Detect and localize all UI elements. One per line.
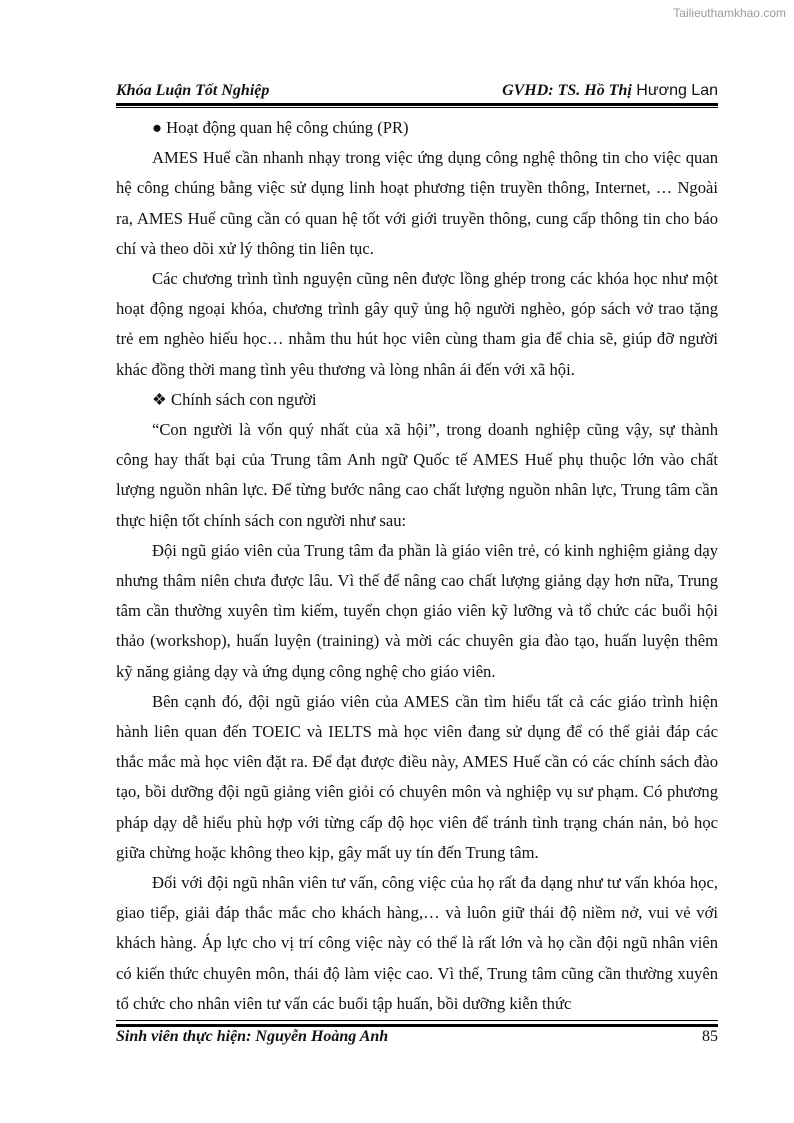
header-advisor-label: GVHD: TS. Hồ Thị bbox=[502, 82, 632, 99]
page-header bbox=[116, 76, 718, 100]
paragraph: “Con người là vốn quý nhất của xã hội”, trong doanh nghiệp cũng vậy, sự thành công hay thất bại của Trung tâm Anh ngữ Quốc tế AMES Huế phụ thuộc lớn vào chất lượng nguồn nhân lực. Để từng bước nâng cao chất lượng nguồn nhân lực, Trung tâm cần thực hiện tốt chính sách con người như sau: bbox=[116, 420, 718, 530]
footer-rule bbox=[116, 1024, 718, 1027]
page-body bbox=[116, 113, 718, 1019]
paragraph: AMES Huế cần nhanh nhạy trong việc ứng dụng công nghệ thông tin cho việc quan hệ công chúng bằng việc sử dụng linh hoạt phương tiện truyền thông, Internet, … Ngoài ra, AMES Huế cũng cần có quan hệ tốt với giới truyền thông, cung cấp thông tin cho báo chí và theo dõi xử lý thông tin liên tục. bbox=[116, 148, 718, 258]
paragraph: Bên cạnh đó, đội ngũ giáo viên của AMES cần tìm hiểu tất cả các giáo trình hiện hành liên quan đến TOEIC và IELTS mà học viên đang sử dụng để có thể giải đáp các thắc mắc mà học viên đặt ra. Để đạt được điều này, AMES Huế cần có các chính sách đào tạo, bồi dưỡng đội ngũ giảng viên giỏi có chuyên môn và nghiệp vụ sư phạm. Có phương pháp dạy dễ hiểu phù hợp với từng cấp độ học viên để tránh tình trạng chán nản, bỏ học giữa chừng hoặc không theo kịp, gây mất uy tín đến Trung tâm. bbox=[116, 691, 718, 862]
page-footer bbox=[116, 1028, 718, 1046]
watermark-text: Tailieuthamkhao.com bbox=[673, 6, 786, 20]
paragraph: Đối với đội ngũ nhân viên tư vấn, công việc của họ rất đa dạng như tư vấn khóa học, giao tiếp, giải đáp thắc mắc cho khách hàng,… và luôn giữ thái độ niềm nở, vui vẻ với khách hàng. Áp lực cho vị trí công việc này có thể là rất lớn và họ cần đội ngũ nhân viên có kiến thức chuyên môn, thái độ làm việc cao. Vì thế, Trung tâm cũng cần thường xuyên tổ chức cho nhân viên tư vấn các buổi tập huấn, bồi dưỡng kiễn thức bbox=[116, 873, 718, 1013]
footer-author: Sinh viên thực hiện: Nguyễn Hoàng Anh bbox=[116, 1028, 389, 1045]
paragraph: Các chương trình tình nguyện cũng nên được lồng ghép trong các khóa học như một hoạt động ngoại khóa, chương trình gây quỹ ủng hộ người nghèo, góp sách vở trao tặng trẻ em nghèo hiếu học… nhằm thu hút học viên cùng tham gia để chia sẽ, giúp đỡ người khác đồng thời mang tình yêu thương và lòng nhân ái đến với xã hội. bbox=[116, 269, 718, 379]
header-advisor bbox=[502, 82, 718, 100]
header-title: Khóa Luận Tốt Nghiệp bbox=[116, 82, 270, 99]
heading-people-policy: ❖ Chính sách con người bbox=[152, 389, 317, 409]
header-rule bbox=[116, 103, 718, 106]
header-rule-thin bbox=[116, 107, 718, 108]
footer-rule-thin bbox=[116, 1020, 718, 1021]
header-advisor-name: Hương Lan bbox=[631, 82, 718, 99]
heading-pr: ● Hoạt động quan hệ công chúng (PR) bbox=[152, 118, 409, 137]
page-number: 85 bbox=[702, 1028, 718, 1045]
paragraph: Đội ngũ giáo viên của Trung tâm đa phần là giáo viên trẻ, có kinh nghiệm giảng dạy nhưng thâm niên chưa được lâu. Vì thế để nâng cao chất lượng giảng dạy hơn nữa, Trung tâm cần thường xuyên tìm kiếm, tuyển chọn giáo viên kỹ lưỡng và tổ chức các buổi hội thảo (workshop), huấn luyện (training) và mời các chuyên gia đào tạo, huấn luyện thêm kỹ năng giảng dạy và ứng dụng công nghệ cho giáo viên. bbox=[116, 540, 718, 681]
